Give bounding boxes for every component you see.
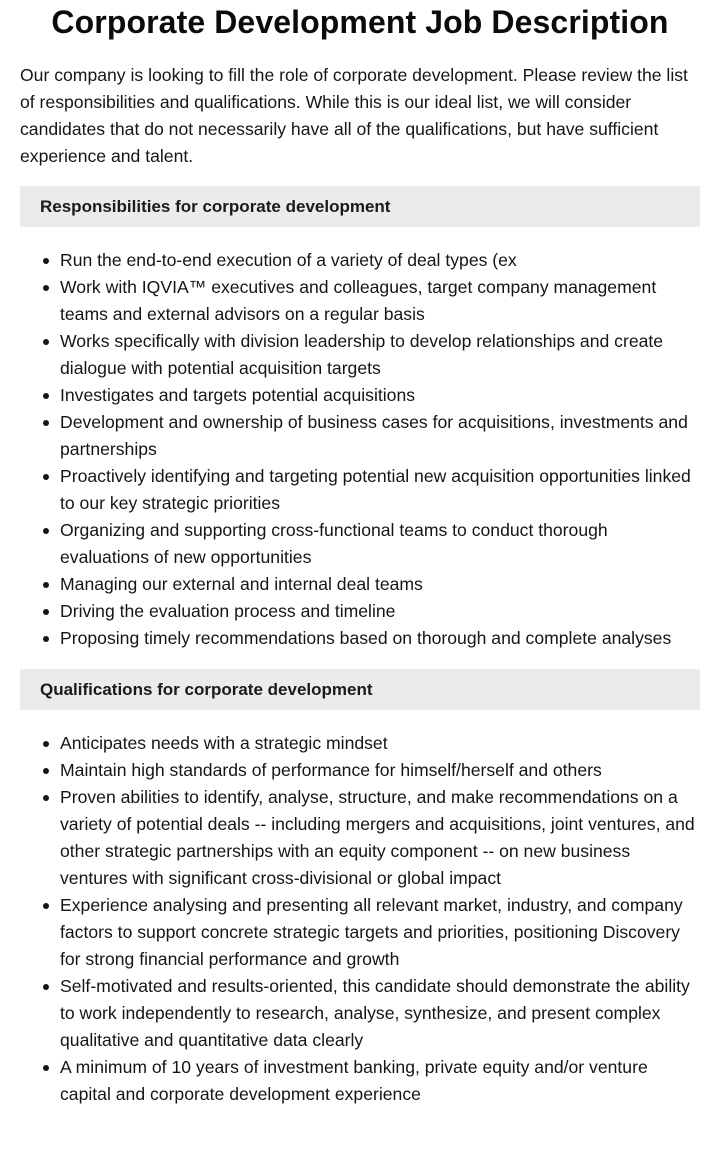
bullet-icon — [43, 258, 49, 264]
qualifications-heading-label: Qualifications for corporate development — [40, 679, 373, 699]
bullet-icon — [43, 768, 49, 774]
page-title: Corporate Development Job Description — [51, 4, 669, 40]
spacer — [20, 652, 700, 669]
bullet-icon — [43, 636, 49, 642]
list-item: Works specifically with division leadership to develop relationships and create dialogue with potential acquisition targets — [20, 328, 700, 382]
bullet-icon — [43, 582, 49, 588]
list-item: Work with IQVIA™ executives and colleagues, target company management teams and external advisors on a regular basis — [20, 274, 700, 328]
bullet-icon — [43, 741, 49, 747]
bullet-icon — [43, 420, 49, 426]
list-item: Self-motivated and results-oriented, this candidate should demonstrate the ability to work independently to research, analyse, synthesize, and present complex qualitative and quantitative data clearly — [20, 973, 700, 1054]
bullet-icon — [43, 339, 49, 345]
list-item: Maintain high standards of performance for himself/herself and others — [20, 757, 700, 784]
list-item: Organizing and supporting cross-functional teams to conduct thorough evaluations of new opportunities — [20, 517, 700, 571]
responsibilities-list — [20, 247, 700, 652]
list-item: Managing our external and internal deal teams — [20, 571, 700, 598]
intro-paragraph: Our company is looking to fill the role of corporate development. Please review the list of responsibilities and qualifications. While this is our ideal list, we will consider candidates that do not necessarily have all of the qualifications, but have sufficient experience and talent. — [20, 65, 688, 166]
bullet-icon — [43, 285, 49, 291]
list-item: Driving the evaluation process and timeline — [20, 598, 700, 625]
bullet-icon — [43, 393, 49, 399]
list-item: Investigates and targets potential acquisitions — [20, 382, 700, 409]
bullet-icon — [43, 474, 49, 480]
list-item: Proven abilities to identify, analyse, structure, and make recommendations on a variety of potential deals -- including mergers and acquisitions, joint ventures, and other strategic partnerships with an equity component -- on new business ventures with significant cross-divisional or global impact — [20, 784, 700, 892]
list-item: Proactively identifying and targeting potential new acquisition opportunities linked to our key strategic priorities — [20, 463, 700, 517]
responsibilities-heading — [20, 186, 700, 227]
responsibilities-heading-label: Responsibilities for corporate development — [40, 196, 391, 216]
qualifications-list — [20, 730, 700, 1108]
bullet-icon — [43, 528, 49, 534]
list-item: Experience analysing and presenting all relevant market, industry, and company factors to support concrete strategic targets and priorities, positioning Discovery for strong financial performance and growth — [20, 892, 700, 973]
list-item: Proposing timely recommendations based on thorough and complete analyses — [20, 625, 700, 652]
list-item: Run the end-to-end execution of a variety of deal types (ex — [20, 247, 700, 274]
list-item: A minimum of 10 years of investment banking, private equity and/or venture capital and corporate development experience — [20, 1054, 700, 1108]
bullet-icon — [43, 609, 49, 615]
qualifications-heading — [20, 669, 700, 710]
list-item: Anticipates needs with a strategic mindset — [20, 730, 700, 757]
bullet-icon — [43, 795, 49, 801]
bullet-icon — [43, 984, 49, 990]
bullet-icon — [43, 1065, 49, 1071]
list-item: Development and ownership of business cases for acquisitions, investments and partnerships — [20, 409, 700, 463]
bullet-icon — [43, 903, 49, 909]
